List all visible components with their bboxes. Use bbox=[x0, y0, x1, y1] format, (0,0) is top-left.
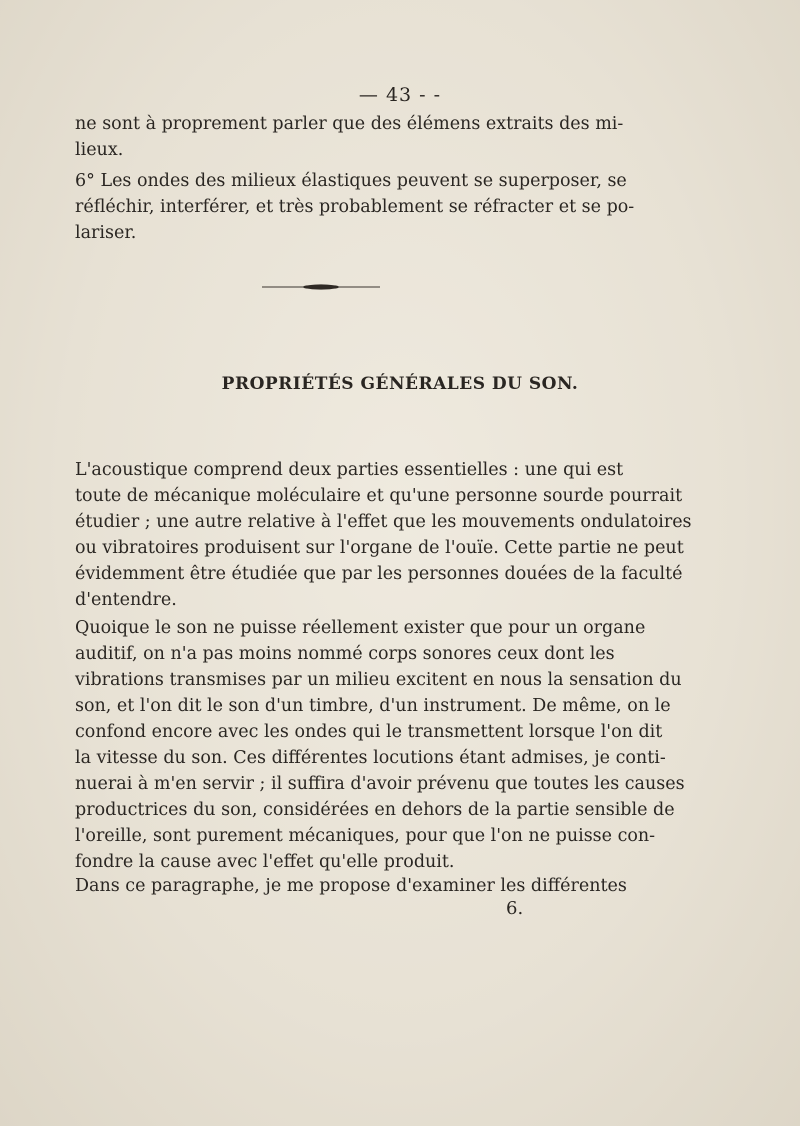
text-line: 6° Les ondes des milieux élastiques peuvent se superposer, se bbox=[75, 171, 627, 191]
paragraph-2 bbox=[75, 615, 685, 875]
text-line: évidemment être étudiée que par les personnes douées de la faculté bbox=[75, 564, 683, 584]
text-line: fondre la cause avec l'effet qu'elle produit. bbox=[75, 852, 455, 872]
text-line: ne sont à proprement parler que des élémens extraits des mi- bbox=[75, 114, 624, 134]
paragraph-3 bbox=[75, 873, 627, 899]
text-line: vibrations transmises par un milieu excitent en nous la sensation du bbox=[75, 670, 682, 690]
text-line: auditif, on n'a pas moins nommé corps sonores ceux dont les bbox=[75, 644, 615, 664]
paragraph-1 bbox=[75, 457, 692, 613]
text-line: son, et l'on dit le son d'un timbre, d'un instrument. De même, on le bbox=[75, 696, 671, 716]
text-line: la vitesse du son. Ces différentes locutions étant admises, je conti- bbox=[75, 748, 666, 768]
text-line: ou vibratoires produisent sur l'organe de l'ouïe. Cette partie ne peut bbox=[75, 538, 684, 558]
paragraph-continuation bbox=[75, 111, 624, 163]
ornament-divider bbox=[262, 281, 380, 293]
paragraph-item-6 bbox=[75, 168, 635, 246]
text-line: confond encore avec les ondes qui le transmettent lorsque l'on dit bbox=[75, 722, 663, 742]
text-line: lariser. bbox=[75, 223, 137, 243]
text-line: d'entendre. bbox=[75, 590, 177, 610]
signature-mark: 6. bbox=[506, 898, 524, 919]
text-line: nuerai à m'en servir ; il suffira d'avoir prévenu que toutes les causes bbox=[75, 774, 685, 794]
text-line: productrices du son, considérées en dehors de la partie sensible de bbox=[75, 800, 675, 820]
text-line: toute de mécanique moléculaire et qu'une personne sourde pourrait bbox=[75, 486, 683, 506]
section-title: PROPRIÉTÉS GÉNÉRALES DU SON. bbox=[221, 374, 579, 394]
text-line: Quoique le son ne puisse réellement exister que pour un organe bbox=[75, 618, 646, 638]
text-line: réfléchir, interférer, et très probablement se réfracter et se po- bbox=[75, 197, 635, 217]
text-line: lieux. bbox=[75, 140, 124, 160]
text-line: Dans ce paragraphe, je me propose d'examiner les différentes bbox=[75, 876, 627, 896]
text-line: étudier ; une autre relative à l'effet que les mouvements ondulatoires bbox=[75, 512, 692, 532]
text-line: L'acoustique comprend deux parties essentielles : une qui est bbox=[75, 460, 624, 480]
text-line: l'oreille, sont purement mécaniques, pour que l'on ne puisse con- bbox=[75, 826, 656, 846]
page-number-header: — 43 - - bbox=[358, 84, 442, 106]
